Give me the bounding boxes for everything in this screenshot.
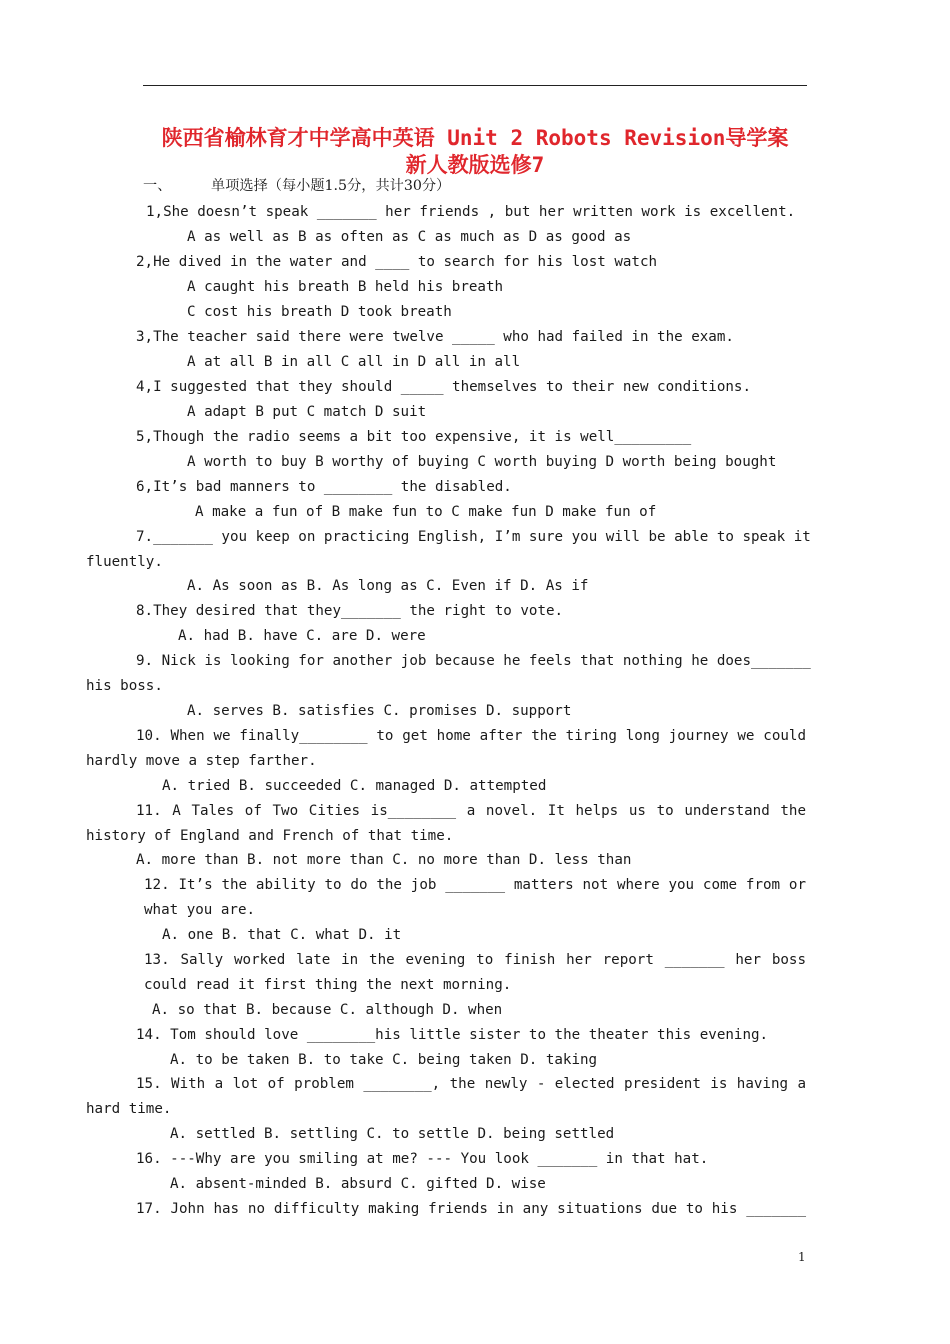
question-line: hard time. (86, 1101, 172, 1117)
document-subtitle: 新人教版选修7 (405, 153, 545, 177)
question-line: A. serves B. satisfies C. promises D. support (187, 703, 572, 719)
question-line: A at all B in all C all in D all in all (187, 354, 521, 370)
question-line: fluently. (86, 554, 163, 570)
question-line: A. one B. that C. what D. it (162, 927, 402, 943)
question-line: what you are. (144, 902, 256, 918)
question-line: could read it first thing the next morning. (144, 977, 512, 993)
question-line: A adapt B put C match D suit (187, 404, 427, 420)
question-line: A. settled B. settling C. to settle D. being settled (170, 1126, 615, 1142)
question-line: C cost his breath D took breath (187, 304, 452, 320)
question-line: 5,Though the radio seems a bit too expensive, it is well_________ (136, 429, 692, 445)
question-line: 1,She doesn’t speak _______ her friends , but her written work is excellent. (146, 204, 796, 220)
question-line: A caught his breath B held his breath (187, 279, 504, 295)
question-line: 4,I suggested that they should _____ themselves to their new conditions. (136, 379, 751, 395)
question-line: A. to be taken B. to take C. being taken D. taking (170, 1052, 598, 1068)
question-line: A. so that B. because C. although D. when (152, 1002, 503, 1018)
question-line: 15. With a lot of problem ________, the newly - elected president is having a (136, 1076, 806, 1092)
question-line: A. more than B. not more than C. no more than D. less than (136, 852, 632, 868)
question-line: 3,The teacher said there were twelve _____ who had failed in the exam. (136, 329, 734, 345)
header-rule (143, 85, 807, 86)
question-line: 7._______ you keep on practicing English, I’m sure you will be able to speak it (136, 529, 811, 545)
question-line: 16. ---Why are you smiling at me? --- You look _______ in that hat. (136, 1151, 709, 1167)
question-line: history of England and French of that time. (86, 828, 454, 844)
question-line: A. absent-minded B. absurd C. gifted D. wise (170, 1176, 546, 1192)
question-line: his boss. (86, 678, 163, 694)
question-line: 11. A Tales of Two Cities is________ a novel. It helps us to understand the (136, 803, 806, 819)
question-line: A. As soon as B. As long as C. Even if D. As if (187, 578, 589, 594)
question-line: A worth to buy B worthy of buying C worth buying D worth being bought (187, 454, 777, 470)
question-line: hardly move a step farther. (86, 753, 317, 769)
page-number: 1 (798, 1250, 806, 1264)
question-line: 13. Sally worked late in the evening to finish her report _______ her boss (144, 952, 806, 968)
question-line: 12. It’s the ability to do the job _______ matters not where you come from or (144, 877, 806, 893)
question-line: 8.They desired that they_______ the right to vote. (136, 603, 564, 619)
section-number: 一、 (143, 178, 172, 194)
question-line: 9. Nick is looking for another job because he feels that nothing he does_______ (136, 653, 811, 669)
question-line: 6,It’s bad manners to ________ the disabled. (136, 479, 512, 495)
question-line: A. had B. have C. are D. were (178, 628, 426, 644)
question-line: A. tried B. succeeded C. managed D. attempted (162, 778, 547, 794)
question-line: 2,He dived in the water and ____ to search for his lost watch (136, 254, 658, 270)
document-title: 陕西省榆林育才中学高中英语 Unit 2 Robots Revision导学案 (161, 126, 789, 150)
question-line: 17. John has no difficulty making friends in any situations due to his _______ (136, 1201, 806, 1217)
question-line: A as well as B as often as C as much as D as good as (187, 229, 632, 245)
question-line: A make a fun of B make fun to C make fun D make fun of (195, 504, 657, 520)
question-line: 14. Tom should love ________his little sister to the theater this evening. (136, 1027, 769, 1043)
section-heading: 单项选择（每小题1.5分，共计30分） (211, 178, 451, 194)
question-line: 10. When we finally________ to get home after the tiring long journey we could (136, 728, 806, 744)
